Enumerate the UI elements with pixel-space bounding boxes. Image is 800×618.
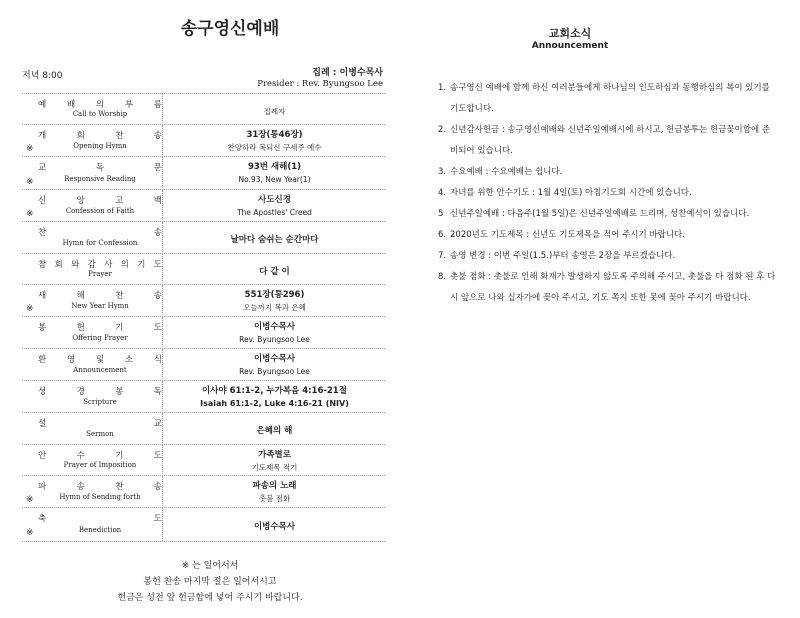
stand-mark: ※ [26, 209, 34, 219]
announcement-number: 4. [438, 188, 447, 198]
content-line-2: 날마다 숨쉬는 순간마다 [230, 235, 319, 245]
worship-item-label [38, 254, 163, 285]
content-line-2: 이병수목사 [253, 522, 296, 532]
announcement-text: 수요예배 : 수요예배는 쉽니다. [450, 167, 563, 177]
korean-char: 도 [153, 514, 162, 524]
stand-mark: ※ [26, 495, 34, 505]
worship-row [22, 189, 385, 222]
announcement-item [438, 267, 778, 309]
content-line-2: The Apostles' Creed [237, 208, 312, 217]
worship-row [22, 412, 385, 445]
content-line-1: 551장(통296) [244, 290, 305, 300]
worship-item-label [38, 94, 163, 125]
content-line-1: 이병수목사 [253, 354, 296, 364]
worship-row [22, 124, 385, 157]
korean-char: 송 [153, 228, 162, 238]
worship-item-korean [38, 289, 162, 301]
announcement-text: 촛불 점화 : 촛불로 인해 화재가 발생하지 않도록 주의해 주시고, 촛불을 다 점화 된 후 다시 앞으로 나와 십자가에 꽂아 주시고, 기도 쪽지 또한 못에 꽂아 주시기 바랍니다. [450, 272, 776, 303]
worship-row [22, 156, 385, 190]
worship-item-label [38, 125, 163, 157]
worship-item-label [38, 222, 163, 254]
korean-char: 송 [153, 291, 162, 301]
korean-char: 배 [66, 100, 76, 110]
worship-item-korean [38, 321, 162, 333]
announcement-text: 송영 변경 : 이번 주일(1.5.)부터 송영은 2장을 부르겠습니다. [450, 251, 676, 261]
korean-char: 교 [38, 163, 47, 173]
worship-item-english: New Year Hymn [71, 302, 129, 310]
announcement-item [438, 183, 778, 204]
worship-item-korean [38, 161, 162, 173]
worship-item-english: Sermon [86, 430, 114, 438]
footer-line: 봉헌 찬송 마지막 절은 일어서시고 [143, 577, 277, 587]
worship-item-label [38, 381, 163, 413]
worship-row [22, 507, 385, 542]
korean-char: 새 [38, 291, 47, 301]
announcement-list [438, 78, 778, 309]
worship-item-english: Opening Hymn [73, 142, 127, 150]
korean-char: 도 [153, 260, 162, 270]
content-line-2: 은혜의 해 [256, 426, 293, 436]
worship-item-korean [38, 385, 162, 397]
korean-char: 신 [38, 196, 47, 206]
stand-mark: ※ [26, 177, 34, 187]
announcement-number: 8. [438, 272, 447, 282]
korean-char: 와 [71, 260, 80, 270]
content-line-1: 파송의 노래 [252, 481, 297, 491]
korean-char: 회 [54, 260, 63, 270]
worship-item-label [38, 190, 163, 222]
korean-char: 고 [115, 196, 124, 206]
bulletin-title: 송구영신예배 [180, 19, 280, 39]
announcement-item [438, 78, 778, 120]
korean-char: 축 [38, 514, 47, 524]
korean-char: 의 [120, 260, 129, 270]
korean-char: 교 [153, 419, 162, 429]
korean-char: 예 [38, 100, 47, 110]
worship-item-english: Responsive Reading [64, 175, 136, 183]
announcement-item [438, 120, 778, 162]
korean-char: 의 [95, 100, 105, 110]
worship-item-label [38, 476, 163, 508]
korean-char: 앙 [76, 196, 85, 206]
korean-char: 안 [38, 451, 47, 461]
worship-item-korean [38, 129, 162, 141]
worship-row [22, 380, 385, 413]
korean-char: 해 [76, 291, 85, 301]
content-line-2: Rev. Byungsoo Lee [239, 335, 310, 344]
korean-char: 백 [153, 196, 162, 206]
worship-item-korean [38, 449, 162, 461]
stand-mark: ※ [26, 144, 34, 154]
worship-item-label [38, 285, 163, 317]
stand-mark: ※ [26, 304, 34, 314]
content-line-2: 촛불 점화 [258, 494, 291, 503]
worship-item-content [164, 385, 385, 410]
announcement-text: 2020년도 기도제목 : 신년도 기도제목을 적어 주시기 바랍니다. [450, 230, 685, 240]
worship-item-english: Offering Prayer [72, 334, 128, 342]
announcement-text: 신년주일예배 : 다음주(1월 5일)은 신년주일예배로 드리며, 성찬예식이 있습니다. [450, 209, 750, 219]
korean-char: 찬 [115, 131, 124, 141]
announcement-text: 자녀를 위한 안수기도 : 1월 4일(토) 아침기도회 시간에 있습니다. [450, 188, 692, 198]
worship-row [22, 284, 385, 317]
worship-item-content [164, 353, 385, 378]
worship-item-korean [38, 98, 162, 110]
worship-item-english: Confession of Faith [65, 207, 135, 215]
korean-char: 개 [38, 131, 47, 141]
korean-char: 경 [76, 387, 85, 397]
announcement-text: 송구영신 예배에 함께 하신 여러분들에게 하나님의 인도하심과 동행하심의 복이 있기를 기도합니다. [450, 83, 770, 114]
worship-item-content [164, 234, 385, 247]
content-line-1: 사도신경 [258, 195, 291, 205]
korean-char: 환 [38, 355, 47, 365]
footer-line: ※ 는 일어서서 [181, 561, 239, 571]
order-of-worship [22, 93, 385, 550]
worship-item-label [38, 349, 163, 381]
worship-row [22, 444, 385, 476]
korean-char: 름 [153, 100, 162, 110]
worship-item-label [38, 317, 163, 349]
announcement-number: 6. [438, 230, 447, 240]
worship-item-korean [38, 417, 162, 429]
announcements-title-korean: 교회소식 [548, 27, 592, 40]
korean-char: 소 [124, 355, 134, 365]
worship-row [22, 316, 385, 349]
worship-item-english: Hymn of Sending forth [59, 493, 141, 501]
worship-row [22, 348, 385, 381]
content-line-1: 이병수목사 [253, 322, 296, 332]
worship-item-content [164, 289, 385, 314]
korean-char: 및 [95, 355, 105, 365]
worship-item-english: Call to Worship [72, 110, 128, 118]
korean-char: 부 [124, 100, 134, 110]
korean-char: 봉 [115, 387, 124, 397]
worship-item-english: Prayer [88, 270, 112, 278]
announcement-item [438, 225, 778, 246]
worship-item-content [164, 521, 385, 534]
korean-char: 기 [115, 451, 124, 461]
worship-item-content [164, 129, 385, 154]
worship-item-korean [38, 194, 162, 206]
worship-row [22, 253, 385, 285]
worship-item-english: Benediction [78, 526, 122, 534]
korean-char: 문 [153, 163, 162, 173]
announcement-number: 3. [438, 167, 447, 177]
service-time: 저녁 8:00 [22, 71, 63, 81]
announcement-item [438, 246, 778, 267]
worship-item-content [164, 321, 385, 346]
announcement-item [438, 204, 778, 225]
korean-char: 식 [153, 355, 162, 365]
content-line-1: 가족별로 [258, 450, 291, 460]
content-line-1: 31장(통46장) [246, 130, 303, 140]
announcement-item [438, 162, 778, 183]
content-line-2: Isaiah 61:1-2, Luke 4:16-21 (NIV) [200, 399, 349, 408]
worship-item-content [164, 266, 385, 279]
korean-char: 헌 [76, 323, 85, 333]
announcements-title-english: Announcement [531, 41, 609, 51]
korean-char: 송 [153, 131, 162, 141]
content-line-1: 이사야 61:1-2, 누가복음 4:16-21절 [202, 386, 347, 396]
announcement-number: 1. [438, 83, 447, 93]
korean-char: 수 [76, 451, 85, 461]
korean-char: 설 [38, 419, 47, 429]
content-line-1: 93번 새해(1) [247, 162, 302, 172]
worship-item-content [164, 106, 385, 118]
worship-row [22, 93, 385, 125]
content-line-2: 오늘까지 복과 은혜 [243, 303, 306, 312]
worship-item-label [38, 413, 163, 445]
footer-line: 헌금은 성전 앞 헌금함에 넣어 주시기 바랍니다. [117, 593, 303, 603]
korean-char: 도 [153, 451, 162, 461]
korean-char: 찬 [115, 482, 124, 492]
korean-char: 감 [87, 260, 96, 270]
worship-item-label [38, 445, 163, 476]
content-line-2: No.93, New Year(1) [238, 175, 311, 184]
presider-english: Presider : Rev. Byungsoo Lee [257, 79, 383, 89]
worship-item-label [38, 157, 163, 190]
korean-char: 회 [76, 131, 85, 141]
worship-item-english: Scripture [83, 398, 117, 406]
korean-char: 참 [38, 260, 47, 270]
korean-char: 봉 [38, 323, 47, 333]
worship-item-content [164, 194, 385, 219]
korean-char: 성 [38, 387, 47, 397]
korean-char: 사 [104, 260, 113, 270]
worship-item-korean [38, 480, 162, 492]
korean-char: 영 [66, 355, 76, 365]
korean-char: 기 [115, 323, 124, 333]
announcement-number: 5 [438, 209, 444, 219]
worship-row [22, 221, 385, 254]
announcement-number: 2. [438, 125, 447, 135]
korean-char: 파 [38, 482, 47, 492]
announcement-number: 7. [438, 251, 447, 261]
worship-item-content [164, 161, 385, 186]
korean-char: 기 [137, 260, 146, 270]
worship-item-english: Hymn for Confession [62, 239, 138, 247]
presider-korean: 집례 : 이병수목사 [312, 68, 383, 78]
bulletin-footer [60, 558, 360, 606]
worship-item-korean [38, 512, 162, 524]
announcement-text: 신년감사헌금 : 송구영신예배와 신년주일예배시에 하시고, 헌금봉투는 헌금꽂이함에 준비되어 있습니다. [450, 125, 771, 156]
content-line-2: 찬양하라 복되신 구세주 예수 [227, 143, 322, 152]
content-line-2: 기도제목 적기 [251, 463, 298, 472]
korean-char: 찬 [38, 228, 47, 238]
korean-char: 송 [153, 482, 162, 492]
worship-item-label [38, 508, 163, 541]
worship-item-content [164, 449, 385, 474]
stand-mark: ※ [26, 528, 34, 538]
korean-char: 도 [153, 323, 162, 333]
worship-item-korean [38, 353, 162, 365]
korean-char: 송 [76, 482, 85, 492]
content-line-2: 집례자 [263, 107, 286, 116]
worship-item-english: Announcement [73, 366, 127, 374]
content-line-2: 다 같 이 [259, 267, 290, 277]
content-line-2: Rev. Byungsoo Lee [239, 367, 310, 376]
worship-item-content [164, 425, 385, 438]
korean-char: 독 [153, 387, 162, 397]
worship-row [22, 475, 385, 508]
worship-item-english: Prayer of Imposition [63, 461, 137, 469]
worship-item-content [164, 480, 385, 505]
worship-item-korean [38, 226, 162, 238]
korean-char: 독 [95, 163, 105, 173]
korean-char: 찬 [115, 291, 124, 301]
worship-item-korean [38, 258, 162, 270]
